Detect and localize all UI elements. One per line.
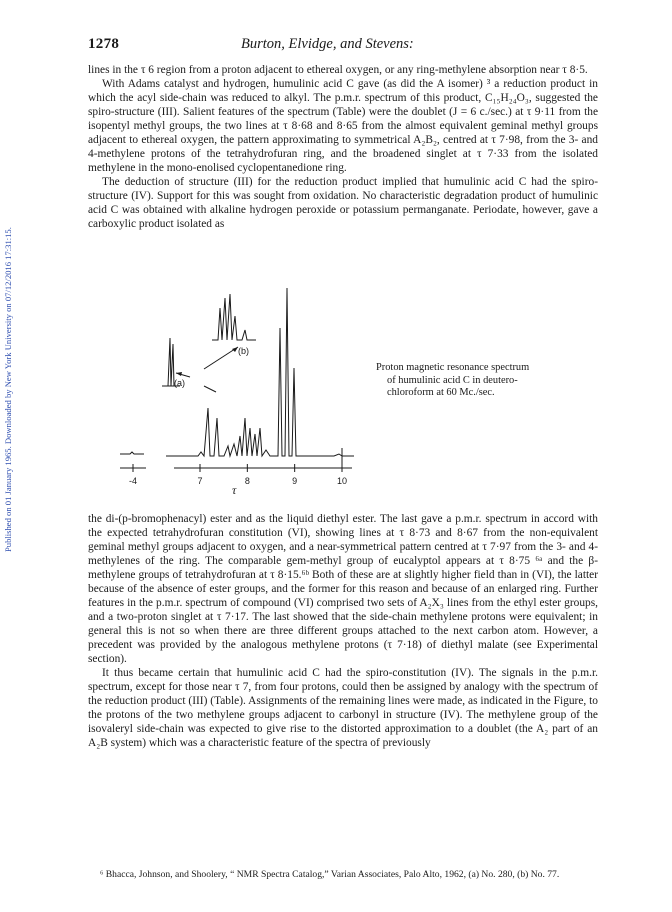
- page-header: [88, 36, 598, 54]
- arrow-b-line: [204, 347, 238, 369]
- caption-line: chloroform at 60 Mc./sec.: [387, 387, 495, 398]
- paragraph: It thus became certain that humulinic acid C had the spiro-constitution (IV). The signals in the p.m.r. spectrum, except for those near τ 7, from four protons, could then be assigned by analogy with the spectrum of the reduction product (III) (Table). Assignments of the remaining lines were made, as indicated in the Figure, to the protons of the two methylene groups adjacent to carbonyl in structure (IV). The methylene group of the isovaleryl side-chain was expected to give rise to the distorted approximation to a doublet (the A₂ part of an A₂B system) which was a characteristic feature of the spectra of previously: [88, 667, 598, 749]
- inset-b-trace: [212, 294, 256, 340]
- spectrum-trace: [166, 288, 354, 456]
- arrow-a-head: [176, 372, 182, 376]
- caption-line: of humulinic acid C in deutero-: [387, 374, 518, 386]
- caption-line: Proton magnetic resonance spectrum: [376, 362, 530, 373]
- paragraph: lines in the τ 6 region from a proton adjacent to ethereal oxygen, or any ring-methylene absorption near τ 8·5.: [88, 64, 588, 76]
- x-axis-tick-label: 9: [292, 476, 298, 486]
- download-margin-note: Published on 01 January 1965. Downloaded by New York University on 07/12/2016 17:31:15.: [3, 227, 13, 553]
- paragraph: the di-(p-bromophenacyl) ester and as the liquid diethyl ester. The last gave a p.m.r. spectrum in accord with the expected tetrahydrofuran constitution (VI), showing lines at τ 8·73 and 8·67 from the non-equivalent geminal methyl groups adjacent to oxygen, and a near-symmetrical pattern centred at τ 7·97 from the 3- and 4-methylenes of the ring. The comparable gem-methyl group of eucalyptol appears at τ 8·75 ⁶ᵃ and the β-methylene groups of tetrahydrofuran at τ 8·15.⁶ᵇ Both of these are at slightly higher field than in (VI), the latter because of the absence of ester groups, and the former for this reason and because of an enlarged ring. Further features in the p.m.r. spectrum of compound (VI) comprised two sets of A₂X₃ lines from the ethyl ester groups, and a two-proton singlet at τ 7·17. The last showed that the side-chain methylene protons were equivalent; in general this is not so when there are three different groups attached to the next carbon atom. However, a precedent was provided by the analogous methylene protons (τ 7·18) of diethyl malate (see Experimental section).: [88, 513, 598, 665]
- figure-caption: [376, 362, 592, 400]
- paragraph: The deduction of structure (III) for the reduction product implied that humulinic acid C had the spiro-structure (IV). Support for this was sought from oxidation. No characteristic degradation product of humulinic acid C was obtained with alkaline hydrogen peroxide or potassium permanganate. Periodate, however, gave a carboxylic product isolated as: [88, 176, 598, 230]
- nmr-spectrum-plot: [104, 268, 374, 500]
- body-text-bottom: [88, 512, 598, 750]
- x-axis-tick-label: 7: [197, 476, 203, 486]
- x-axis-tick-label: -4: [128, 476, 138, 486]
- x-axis-symbol: τ: [232, 483, 237, 497]
- paragraph: With Adams catalyst and hydrogen, humulinic acid C gave (as did the A isomer) ³ a reduction product in which the acyl side-chain was reduced to alkyl. The p.m.r. spectrum of this product, C₁₅H₂₄O₃, suggested the spiro-structure (III). Salient features of the spectrum (Table) were the doublet (J = 6 c./sec.) at τ 9·11 from the isopentyl methyl groups, the two lines at τ 8·68 and 8·65 from the almost equivalent geminal methyl groups adjacent to ethereal oxygen, the pattern approximating to symmetrical A₂B₂, centred at τ 7·98, from the 3- and 4-methylene protons of the tetrahydrofuran ring, and the broadened singlet at τ 7·33 from the isolated methylene in the mono-enolised cyclopentanedione ring.: [88, 78, 598, 174]
- nmr-spectrum-figure: [104, 268, 374, 500]
- x-axis-tick-label: 8: [244, 476, 250, 486]
- x-axis-tick-label: 10: [336, 476, 348, 486]
- label-b: (b): [238, 346, 249, 356]
- arrow-to-trace: [204, 386, 216, 392]
- offset-baseline: [120, 452, 144, 454]
- footnote: ⁶ Bhacca, Johnson, and Shoolery, “ NMR Spectra Catalog,” Varian Associates, Palo Alto, 1962, (a) No. 280, (b) No. 77.: [100, 869, 560, 880]
- body-text-top: [88, 63, 598, 231]
- label-a: (a): [174, 378, 185, 388]
- running-title: Burton, Elvidge, and Stevens:: [241, 36, 414, 52]
- x-axis-ticks: [129, 464, 347, 486]
- page-number: 1278: [88, 36, 120, 52]
